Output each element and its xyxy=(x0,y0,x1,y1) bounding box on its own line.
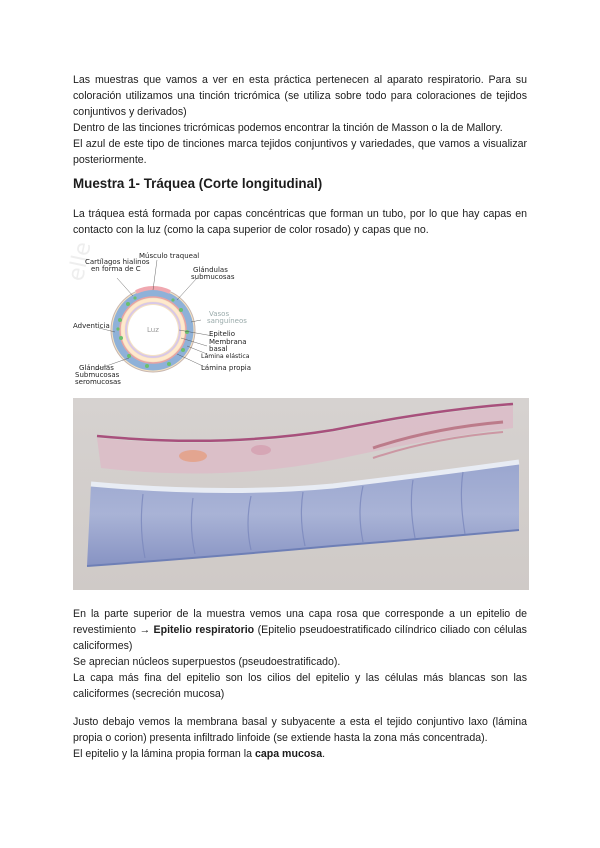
label-vasos-1: Vasos xyxy=(209,310,230,318)
mucosa-text-pre: El epitelio y la lámina propia forman la xyxy=(73,748,253,760)
trachea-micrograph xyxy=(73,398,529,590)
label-lamina-propia: Lámina propia xyxy=(201,364,252,372)
label-glandulas-bottom-3: seromucosas xyxy=(75,378,121,386)
label-glandulas-bottom-2: Submucosas xyxy=(75,371,120,379)
epithelium-term: Epitelio respiratorio xyxy=(153,624,255,636)
label-vasos-2: sanguíneos xyxy=(207,317,247,325)
epithelium-line-3: La capa más fina del epitelio son los cilios del epitelio y las células más blancas son las caliciformes (secreción mucosa) xyxy=(73,672,527,700)
label-cartilago-2: en forma de C xyxy=(91,265,141,273)
trachea-diagram xyxy=(63,239,252,388)
label-adventicia: Adventicia xyxy=(73,322,110,330)
epithelium-text-pre: En la parte superior de la muestra vemos una capa rosa que corresponde a un epitelio de revestimiento xyxy=(73,608,527,636)
label-membrana-1: Membrana xyxy=(209,338,247,346)
label-glandulas-top-2: submucosas xyxy=(191,273,235,281)
epithelium-text-post: (Epitelio pseudoestratificado cilíndrico ciliado con células caliciformes) xyxy=(73,624,527,652)
label-glandulas-bottom-1: Glándulas xyxy=(79,364,114,372)
label-musculo: Músculo traqueal xyxy=(139,252,200,260)
intro-line-3: El azul de este tipo de tinciones marca tejidos conjuntivos y variedades, que vamos a visualizar posteriormente. xyxy=(73,138,527,166)
mucosa-line-1: Justo debajo vemos la membrana basal y subyacente a esta el tejido conjuntivo laxo (lámina propia o corion) presenta infiltrado linfoide (se extiende hasta la zona más concentrada). xyxy=(73,716,527,744)
section-title: Muestra 1- Tráquea (Corte longitudinal) xyxy=(73,176,323,191)
intro-line-1: Las muestras que vamos a ver en esta práctica pertenecen al aparato respiratorio. Para su coloración utilizamos una tinción tricrómica (se utiliza sobre todo para coloraciones de tejidos conjuntivos y derivados) xyxy=(73,74,527,118)
intro-line-2: Dentro de las tinciones tricrómicas podemos encontrar la tinción de Masson o la de Mallory. xyxy=(73,122,503,134)
trachea-description: La tráquea está formada por capas concéntricas que forman un tubo, por lo que hay capas en contacto con la luz (como la capa superior de color rosado) y capas que no. xyxy=(73,208,527,236)
label-luz: Luz xyxy=(147,326,159,334)
mucosa-text-post: . xyxy=(322,748,326,760)
label-epitelio: Epitelio xyxy=(209,330,236,338)
label-glandulas-top-1: Glándulas xyxy=(193,266,228,274)
mucosa-block xyxy=(73,714,527,762)
mucosa-paragraph-2 xyxy=(73,746,527,762)
label-membrana-2: basal xyxy=(209,345,228,353)
arrow-icon: → xyxy=(139,624,151,636)
label-cartilago-1: Cartílagos hialinos xyxy=(85,258,150,266)
label-lamina-elastica: Lámina elástica xyxy=(201,353,250,360)
intro-paragraphs xyxy=(73,72,527,168)
epithelium-block xyxy=(73,606,527,702)
diagram-watermark: elle xyxy=(63,239,97,284)
mucosa-term: capa mucosa xyxy=(254,748,323,760)
epithelium-paragraph-1 xyxy=(73,606,527,654)
epithelium-line-2: Se aprecian núcleos superpuestos (pseudoestratificado). xyxy=(73,656,341,668)
trachea-description-block xyxy=(73,206,527,238)
